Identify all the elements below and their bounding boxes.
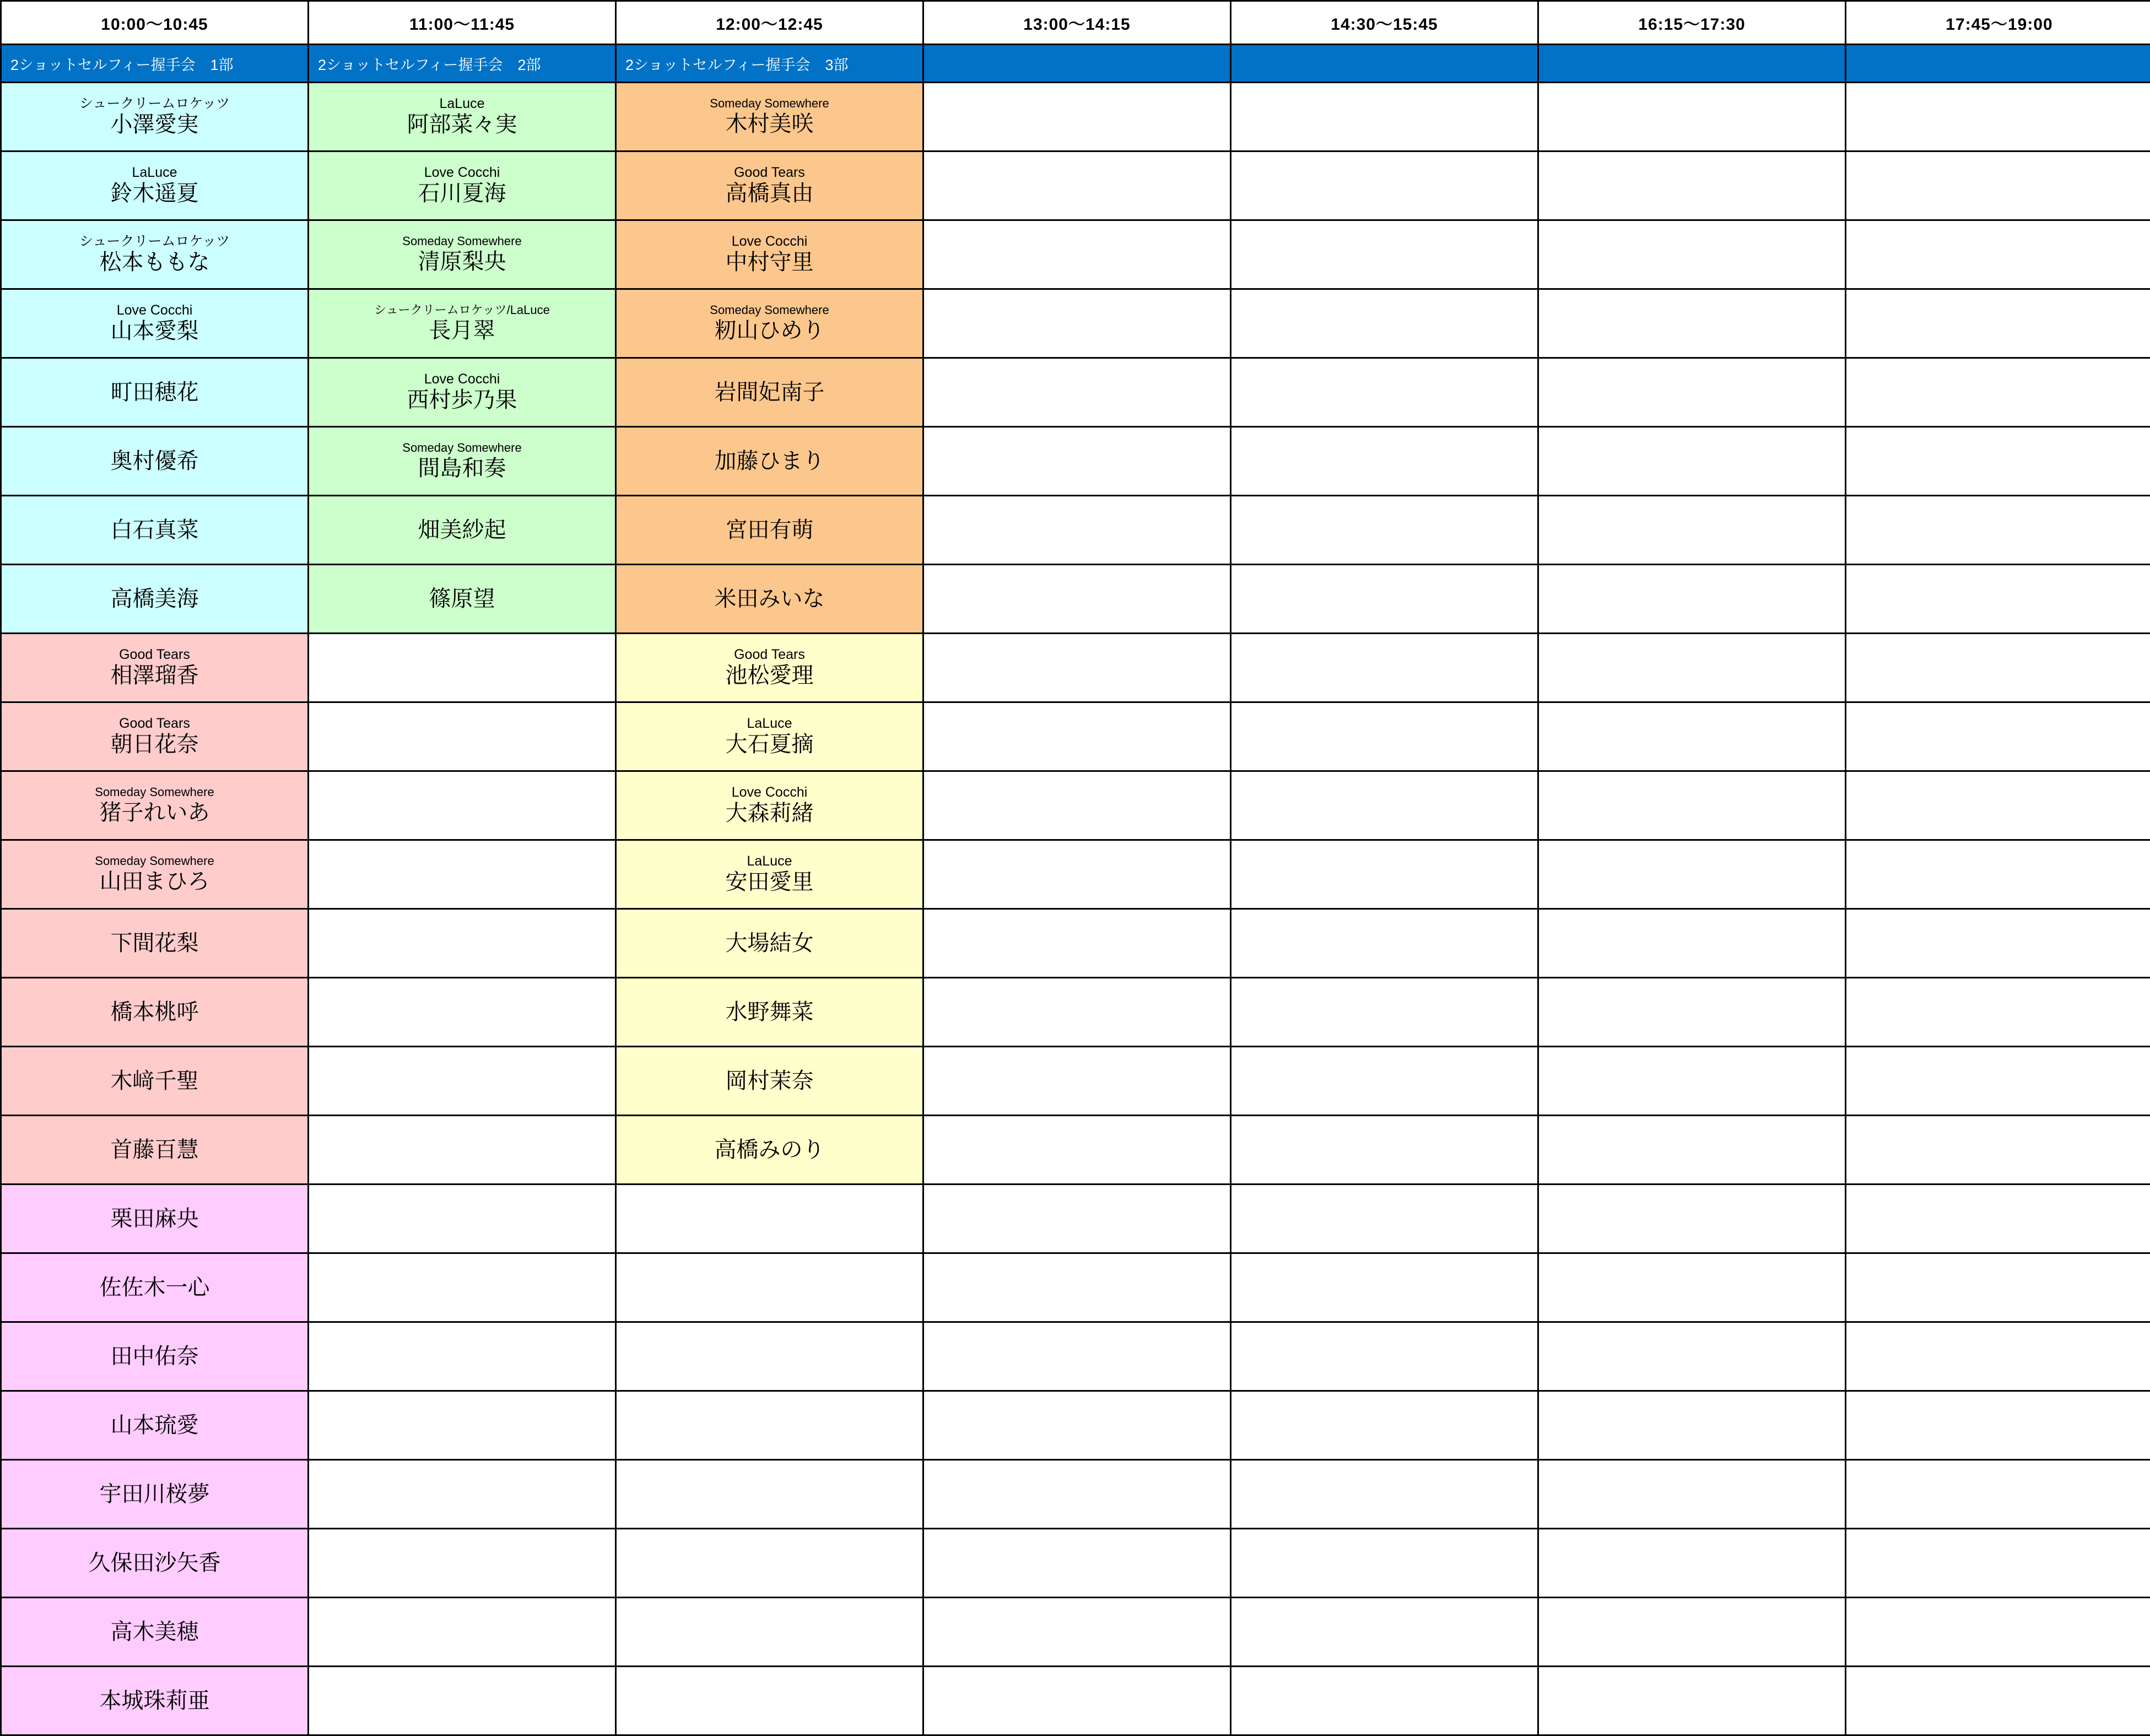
member-name: 大石夏摘 (617, 732, 922, 757)
schedule-cell-empty (1538, 1047, 1846, 1116)
schedule-cell-empty (1846, 771, 2150, 840)
group-label: LaLuce (617, 716, 922, 731)
schedule-cell-empty (1538, 1667, 1846, 1735)
member-name: 岩間妃南子 (617, 380, 922, 405)
schedule-cell-empty (1538, 358, 1846, 427)
schedule-cell-empty (1846, 909, 2150, 978)
schedule-cell (616, 702, 923, 771)
schedule-cell-empty (616, 1460, 923, 1529)
schedule-cell-empty (1231, 1253, 1538, 1322)
schedule-cell-empty (923, 702, 1231, 771)
schedule-cell-empty (1231, 1667, 1538, 1735)
schedule-cell (309, 358, 616, 427)
member-name: 田中佑奈 (2, 1344, 307, 1369)
member-name: 米田みいな (617, 586, 922, 612)
schedule-cell-empty (1846, 978, 2150, 1047)
schedule-cell-empty (1538, 1253, 1846, 1322)
table-row (1, 1598, 2150, 1667)
schedule-cell-empty (1231, 1322, 1538, 1391)
schedule-cell-empty (616, 1185, 923, 1253)
schedule-cell (1, 634, 309, 702)
schedule-cell-empty (1231, 496, 1538, 565)
member-name: 篠原望 (309, 586, 615, 612)
schedule-cell-empty (309, 1460, 616, 1529)
schedule-cell (309, 289, 616, 358)
table-row (1, 1322, 2150, 1391)
schedule-cell (1, 152, 309, 220)
schedule-cell (309, 427, 616, 496)
schedule-cell-empty (1231, 702, 1538, 771)
table-row (1, 1185, 2150, 1253)
schedule-cell (1, 771, 309, 840)
table-header (1, 1, 2150, 45)
schedule-cell (1, 1529, 309, 1598)
schedule-cell-empty (923, 1529, 1231, 1598)
schedule-cell-empty (309, 1529, 616, 1598)
time-slot-header: 14:30〜15:45 (1231, 1, 1538, 45)
schedule-cell-empty (923, 220, 1231, 289)
schedule-cell (616, 152, 923, 220)
group-label: Someday Somewhere (309, 441, 615, 454)
event-banner-cell-empty (1846, 45, 2150, 83)
schedule-cell (1, 220, 309, 289)
schedule-cell-empty (1538, 427, 1846, 496)
table-row (1, 1116, 2150, 1185)
schedule-cell-empty (616, 1391, 923, 1460)
group-label: Someday Somewhere (2, 786, 307, 798)
schedule-cell-empty (1846, 496, 2150, 565)
schedule-cell-empty (1231, 634, 1538, 702)
schedule-cell-empty (1231, 427, 1538, 496)
member-name: 畑美紗起 (309, 517, 615, 543)
schedule-cell-empty (923, 978, 1231, 1047)
schedule-cell-empty (1538, 1185, 1846, 1253)
schedule-cell (1, 1253, 309, 1322)
group-label: シュークリームロケッツ (2, 96, 307, 111)
schedule-cell (1, 289, 309, 358)
table-row (1, 358, 2150, 427)
schedule-cell-empty (1846, 427, 2150, 496)
schedule-cell-empty (1231, 565, 1538, 634)
group-label: Good Tears (2, 716, 307, 731)
schedule-cell-empty (1538, 771, 1846, 840)
schedule-cell-empty (1538, 1116, 1846, 1185)
schedule-cell (616, 427, 923, 496)
group-label: Love Cocchi (309, 372, 615, 386)
schedule-cell-empty (1846, 565, 2150, 634)
member-name: 栗田麻央 (2, 1206, 307, 1231)
schedule-cell-empty (1538, 289, 1846, 358)
schedule-cell-empty (309, 634, 616, 702)
group-label: Someday Somewhere (617, 97, 922, 110)
schedule-cell-empty (1846, 1047, 2150, 1116)
schedule-cell-empty (1538, 565, 1846, 634)
schedule-cell-empty (616, 1529, 923, 1598)
schedule-cell-empty (1231, 83, 1538, 152)
member-name: 木村美咲 (617, 111, 922, 137)
schedule-cell-empty (923, 1185, 1231, 1253)
schedule-cell-empty (1231, 909, 1538, 978)
time-slot-header: 17:45〜19:00 (1846, 1, 2150, 45)
table-row (1, 427, 2150, 496)
schedule-cell-empty (309, 840, 616, 909)
schedule-cell-empty (1538, 220, 1846, 289)
schedule-cell (616, 220, 923, 289)
schedule-cell-empty (1538, 83, 1846, 152)
schedule-cell-empty (923, 1391, 1231, 1460)
schedule-cell-empty (1231, 1529, 1538, 1598)
table-row (1, 702, 2150, 771)
member-name: 小澤愛実 (2, 112, 307, 137)
schedule-cell (616, 289, 923, 358)
time-slot-header: 10:00〜10:45 (1, 1, 309, 45)
member-name: 安田愛里 (617, 869, 922, 895)
schedule-cell (309, 220, 616, 289)
schedule-cell (309, 496, 616, 565)
schedule-cell-empty (1231, 220, 1538, 289)
schedule-cell-empty (1846, 358, 2150, 427)
schedule-cell-empty (1538, 1460, 1846, 1529)
table-body (1, 45, 2150, 1735)
member-name: 大場結女 (617, 931, 922, 956)
table-row (1, 840, 2150, 909)
schedule-cell-empty (923, 152, 1231, 220)
schedule-cell-empty (1231, 771, 1538, 840)
schedule-cell-empty (923, 289, 1231, 358)
schedule-cell-empty (1846, 1598, 2150, 1667)
schedule-cell (1, 83, 309, 152)
schedule-cell-empty (309, 978, 616, 1047)
event-banner-row (1, 45, 2150, 83)
member-name: 町田穂花 (2, 380, 307, 405)
group-label: Love Cocchi (617, 785, 922, 799)
schedule-cell-empty (1538, 1529, 1846, 1598)
schedule-cell-empty (1846, 1322, 2150, 1391)
group-label: LaLuce (617, 854, 922, 868)
schedule-cell (309, 565, 616, 634)
schedule-cell-empty (1846, 1529, 2150, 1598)
schedule-cell (1, 496, 309, 565)
schedule-cell-empty (1538, 1322, 1846, 1391)
schedule-cell (309, 83, 616, 152)
schedule-cell-empty (1846, 83, 2150, 152)
schedule-cell-empty (1231, 978, 1538, 1047)
schedule-cell-empty (309, 1047, 616, 1116)
member-name: 高橋美海 (2, 586, 307, 612)
member-name: 本城珠莉亜 (2, 1688, 307, 1713)
schedule-cell-empty (1538, 152, 1846, 220)
member-name: 宮田有萌 (617, 517, 922, 543)
member-name: 大森莉緒 (617, 801, 922, 826)
group-label: LaLuce (309, 96, 615, 111)
schedule-cell-empty (616, 1253, 923, 1322)
member-name: 石川夏海 (309, 181, 615, 206)
table-row (1, 1391, 2150, 1460)
member-name: 久保田沙矢香 (2, 1550, 307, 1576)
table-row (1, 1460, 2150, 1529)
schedule-cell (309, 152, 616, 220)
schedule-cell-empty (1538, 1598, 1846, 1667)
schedule-cell (1, 909, 309, 978)
schedule-cell (616, 634, 923, 702)
time-slot-header: 12:00〜12:45 (616, 1, 923, 45)
group-label: LaLuce (2, 165, 307, 180)
schedule-cell (616, 1047, 923, 1116)
member-name: 高橋真由 (617, 181, 922, 206)
table-row (1, 909, 2150, 978)
table-row (1, 565, 2150, 634)
schedule-cell (1, 1322, 309, 1391)
schedule-cell-empty (923, 1253, 1231, 1322)
group-label: Love Cocchi (309, 165, 615, 180)
schedule-cell (1, 1116, 309, 1185)
schedule-cell (1, 702, 309, 771)
table-row (1, 1253, 2150, 1322)
schedule-cell-empty (923, 1460, 1231, 1529)
member-name: 池松愛理 (617, 663, 922, 688)
member-name: 奥村優希 (2, 448, 307, 474)
schedule-cell-empty (923, 565, 1231, 634)
schedule-cell (616, 978, 923, 1047)
table-row (1, 152, 2150, 220)
table-row (1, 1529, 2150, 1598)
schedule-cell (1, 1598, 309, 1667)
schedule-cell-empty (1231, 1116, 1538, 1185)
schedule-cell-empty (923, 496, 1231, 565)
schedule-cell-empty (1538, 634, 1846, 702)
member-name: 西村歩乃果 (309, 387, 615, 413)
member-name: 猪子れいあ (2, 800, 307, 825)
schedule-cell-empty (1231, 152, 1538, 220)
schedule-cell-empty (1538, 1391, 1846, 1460)
schedule-cell-empty (1846, 220, 2150, 289)
schedule-cell-empty (1846, 1391, 2150, 1460)
member-name: 橋本桃呼 (2, 999, 307, 1025)
schedule-cell-empty (923, 1667, 1231, 1735)
schedule-cell-empty (923, 83, 1231, 152)
member-name: 山本愛梨 (2, 318, 307, 344)
schedule-cell-empty (1846, 1116, 2150, 1185)
event-banner-cell-empty (1538, 45, 1846, 83)
schedule-cell-empty (309, 1598, 616, 1667)
schedule-cell (616, 496, 923, 565)
schedule-cell-empty (923, 771, 1231, 840)
group-label: Good Tears (617, 647, 922, 662)
schedule-cell-empty (1538, 909, 1846, 978)
event-banner-cell-empty (923, 45, 1231, 83)
time-slot-header: 13:00〜14:15 (923, 1, 1231, 45)
schedule-cell-empty (1231, 289, 1538, 358)
schedule-cell (1, 1185, 309, 1253)
schedule-cell-empty (309, 1253, 616, 1322)
schedule-cell-empty (1231, 840, 1538, 909)
table-row (1, 1667, 2150, 1735)
schedule-cell (1, 978, 309, 1047)
schedule-cell-empty (309, 1667, 616, 1735)
member-name: 鈴木遥夏 (2, 181, 307, 206)
table-row (1, 1047, 2150, 1116)
schedule-cell-empty (923, 427, 1231, 496)
schedule-cell (616, 1116, 923, 1185)
schedule-cell-empty (1231, 358, 1538, 427)
schedule-cell (1, 1667, 309, 1735)
schedule-cell-empty (1846, 152, 2150, 220)
member-name: 清原梨央 (309, 249, 615, 274)
member-name: 長月翠 (309, 318, 615, 343)
time-header-row (1, 1, 2150, 45)
schedule-cell-empty (309, 909, 616, 978)
schedule-cell (1, 427, 309, 496)
member-name: 阿部菜々実 (309, 112, 615, 137)
event-banner-cell: 2ショットセルフィー握手会 2部 (309, 45, 616, 83)
schedule-cell-empty (616, 1667, 923, 1735)
group-label: Someday Somewhere (617, 304, 922, 316)
schedule-cell (616, 840, 923, 909)
member-name: 高橋みのり (617, 1137, 922, 1162)
event-banner-cell: 2ショットセルフィー握手会 3部 (616, 45, 923, 83)
group-label: Someday Somewhere (309, 235, 615, 247)
group-label: シュークリームロケッツ (2, 234, 307, 248)
schedule-cell-empty (1846, 289, 2150, 358)
schedule-cell (1, 1460, 309, 1529)
schedule-cell (1, 565, 309, 634)
member-name: 高木美穂 (2, 1619, 307, 1645)
member-name: 山本琉愛 (2, 1413, 307, 1438)
table-row (1, 978, 2150, 1047)
member-name: 木﨑千聖 (2, 1068, 307, 1094)
member-name: 中村守里 (617, 250, 922, 275)
schedule-cell-empty (1231, 1047, 1538, 1116)
group-label: シュークリームロケッツ/LaLuce (309, 304, 615, 316)
schedule-cell-empty (1231, 1460, 1538, 1529)
table-row (1, 634, 2150, 702)
schedule-cell-empty (923, 1598, 1231, 1667)
member-name: 加藤ひまり (617, 448, 922, 474)
schedule-cell-empty (1231, 1391, 1538, 1460)
schedule-cell-empty (923, 1116, 1231, 1185)
member-name: 白石真菜 (2, 517, 307, 543)
schedule-cell-empty (1846, 1185, 2150, 1253)
schedule-cell-empty (1538, 978, 1846, 1047)
schedule-cell-empty (309, 1391, 616, 1460)
group-label: Good Tears (617, 165, 922, 180)
schedule-cell-empty (1538, 840, 1846, 909)
schedule-cell (1, 1047, 309, 1116)
schedule-cell-empty (923, 358, 1231, 427)
member-name: 松本ももな (2, 250, 307, 275)
schedule-cell-empty (1846, 1460, 2150, 1529)
schedule-cell (1, 840, 309, 909)
schedule-cell-empty (923, 840, 1231, 909)
schedule-cell-empty (309, 1185, 616, 1253)
schedule-cell (616, 565, 923, 634)
member-name: 山田まひろ (2, 869, 307, 894)
schedule-cell-empty (309, 771, 616, 840)
table-row (1, 496, 2150, 565)
table-row (1, 771, 2150, 840)
schedule-cell-empty (1846, 634, 2150, 702)
event-banner-cell-empty (1231, 45, 1538, 83)
group-label: Good Tears (2, 647, 307, 662)
schedule-cell-empty (309, 1322, 616, 1391)
schedule-cell-empty (923, 634, 1231, 702)
group-label: Love Cocchi (2, 303, 307, 317)
schedule-cell-empty (923, 1322, 1231, 1391)
member-name: 朝日花奈 (2, 732, 307, 757)
event-banner-cell: 2ショットセルフィー握手会 1部 (1, 45, 309, 83)
schedule-cell (1, 358, 309, 427)
schedule-cell-empty (1846, 1253, 2150, 1322)
member-name: 籾山ひめり (617, 318, 922, 343)
schedule-cell-empty (309, 1116, 616, 1185)
member-name: 宇田川桜夢 (2, 1481, 307, 1507)
schedule-cell-empty (1231, 1598, 1538, 1667)
schedule-cell-empty (1846, 1667, 2150, 1735)
schedule-cell (616, 83, 923, 152)
schedule-cell-empty (1231, 1185, 1538, 1253)
member-name: 佐佐木一心 (2, 1275, 307, 1300)
schedule-cell-empty (309, 702, 616, 771)
schedule-cell-empty (1846, 702, 2150, 771)
schedule-cell-empty (1538, 496, 1846, 565)
member-name: 相澤瑠香 (2, 663, 307, 688)
member-name: 岡村茉奈 (617, 1068, 922, 1094)
schedule-cell-empty (923, 1047, 1231, 1116)
schedule-cell (616, 771, 923, 840)
member-name: 首藤百慧 (2, 1137, 307, 1162)
schedule-cell-empty (1846, 840, 2150, 909)
schedule-cell (616, 909, 923, 978)
schedule-cell (616, 358, 923, 427)
group-label: Someday Somewhere (2, 855, 307, 867)
member-name: 下間花梨 (2, 931, 307, 956)
schedule-cell-empty (923, 909, 1231, 978)
member-name: 間島和奏 (309, 456, 615, 481)
group-label: Love Cocchi (617, 234, 922, 248)
time-slot-header: 11:00〜11:45 (309, 1, 616, 45)
time-slot-header: 16:15〜17:30 (1538, 1, 1846, 45)
schedule-cell-empty (616, 1322, 923, 1391)
schedule-cell-empty (1538, 702, 1846, 771)
table-row (1, 83, 2150, 152)
schedule-cell-empty (616, 1598, 923, 1667)
schedule-cell (1, 1391, 309, 1460)
table-row (1, 220, 2150, 289)
member-name: 水野舞菜 (617, 999, 922, 1025)
table-row (1, 289, 2150, 358)
